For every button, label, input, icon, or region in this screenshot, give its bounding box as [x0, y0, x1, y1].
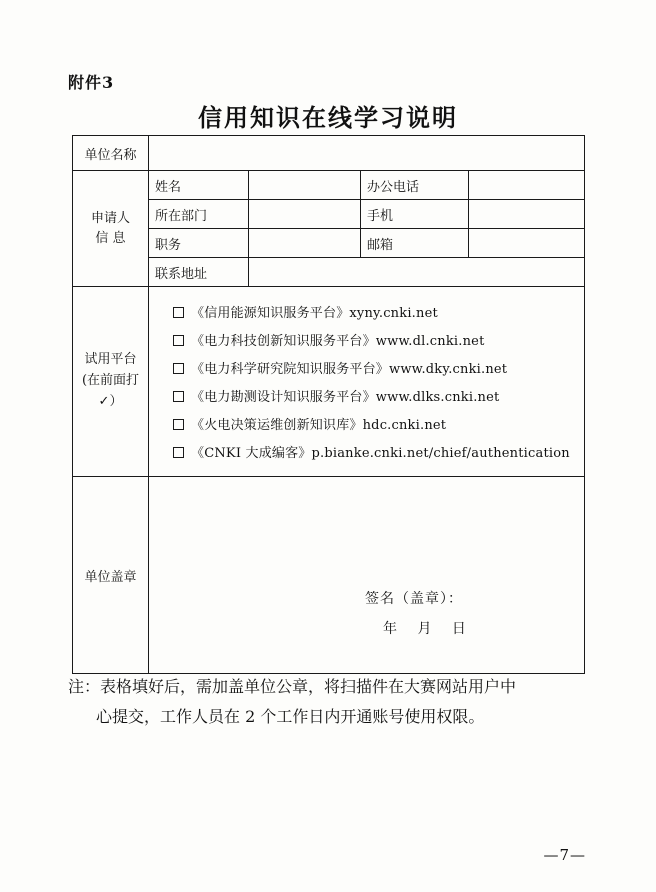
office-phone-label: 办公电话 [361, 171, 469, 200]
mobile-label: 手机 [361, 200, 469, 229]
trial-platform-label [73, 287, 149, 477]
platform-option-label: 《电力勘测设计知识服务平台》www.dlks.cnki.net [191, 390, 500, 405]
company-seal-label: 单位盖章 [73, 477, 149, 674]
contact-address-input[interactable] [249, 258, 585, 287]
unit-name-input[interactable] [149, 136, 585, 171]
mobile-input[interactable] [469, 200, 585, 229]
checkbox-icon[interactable] [173, 447, 184, 458]
trial-platform-label-line2: (在前面打 [81, 373, 140, 389]
table-row [73, 477, 585, 674]
table-row [73, 200, 585, 229]
checkbox-icon[interactable] [173, 391, 184, 402]
checkbox-icon[interactable] [173, 335, 184, 346]
list-item[interactable] [173, 330, 580, 349]
trial-platform-label-line3: ✓） [98, 393, 123, 409]
department-label: 所在部门 [149, 200, 249, 229]
application-form-table [72, 135, 585, 674]
list-item[interactable] [173, 386, 580, 405]
position-input[interactable] [249, 229, 361, 258]
applicant-info-label [73, 171, 149, 287]
email-input[interactable] [469, 229, 585, 258]
applicant-info-label-line1: 申请人 [90, 211, 130, 226]
list-item[interactable] [173, 414, 580, 433]
position-label: 职务 [149, 229, 249, 258]
table-row [73, 171, 585, 200]
platform-option-label: 《CNKI 大成编客》p.bianke.cnki.net/chief/authentication [191, 446, 570, 461]
date-label: 年 月 日 [383, 621, 474, 637]
platform-option-label: 《信用能源知识服务平台》xyny.cnki.net [191, 306, 438, 321]
list-item[interactable] [173, 442, 580, 461]
contact-address-label: 联系地址 [149, 258, 249, 287]
footnote [68, 672, 598, 733]
platform-option-label: 《火电决策运维创新知识库》hdc.cnki.net [191, 418, 447, 433]
table-row [73, 287, 585, 477]
applicant-info-label-line2: 信 息 [95, 230, 126, 246]
signature-label: 签名（盖章）： [365, 591, 463, 607]
platform-option-label: 《电力科学研究院知识服务平台》www.dky.cnki.net [191, 362, 508, 377]
checkbox-icon[interactable] [173, 419, 184, 430]
department-input[interactable] [249, 200, 361, 229]
signature-area[interactable] [149, 477, 585, 674]
attachment-label: 附件3 [68, 73, 115, 92]
trial-platform-label-line1: 试用平台 [84, 352, 137, 368]
table-row [73, 229, 585, 258]
office-phone-input[interactable] [469, 171, 585, 200]
list-item[interactable] [173, 358, 580, 377]
unit-name-label: 单位名称 [73, 136, 149, 171]
checkbox-icon[interactable] [173, 307, 184, 318]
platform-options-list [149, 287, 585, 477]
email-label: 邮箱 [361, 229, 469, 258]
name-input[interactable] [249, 171, 361, 200]
checkbox-icon[interactable] [173, 363, 184, 374]
page-title: 信用知识在线学习说明 [198, 103, 458, 132]
page-number: —7— [543, 846, 586, 864]
table-row [73, 136, 585, 171]
table-row [73, 258, 585, 287]
platform-option-label: 《电力科技创新知识服务平台》www.dl.cnki.net [191, 334, 485, 349]
footnote-line-2: 心提交，工作人员在 2 个工作日内开通账号使用权限。 [96, 707, 485, 727]
list-item[interactable] [173, 302, 580, 321]
footnote-line-1: 注：表格填好后，需加盖单位公章，将扫描件在大赛网站用户中 [68, 677, 517, 696]
name-label: 姓名 [149, 171, 249, 200]
